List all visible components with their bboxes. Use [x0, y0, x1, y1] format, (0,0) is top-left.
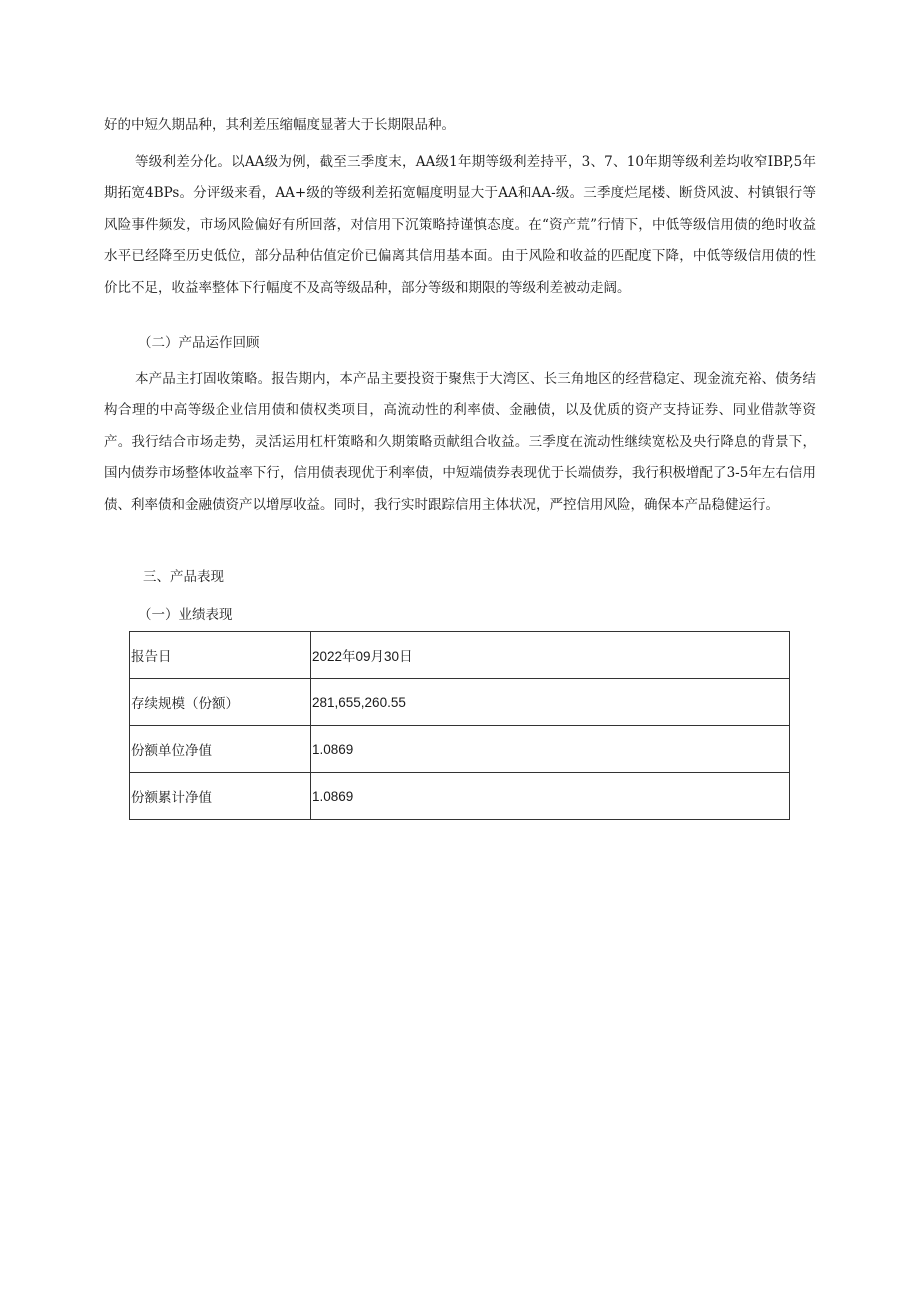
- table-row: [130, 773, 790, 820]
- table-row: [130, 726, 790, 773]
- table-cell-label: 报告日: [130, 632, 311, 679]
- paragraph-continuation: 好的中短久期品种，其利差压缩幅度显著大于长期限品种。: [104, 117, 455, 133]
- table-row: [130, 679, 790, 726]
- performance-table: [129, 631, 790, 820]
- heading-product-performance: 三、产品表现: [143, 569, 224, 585]
- table-cell-label: 存续规模（份额）: [130, 679, 311, 726]
- paragraph-rating-spread: 等级利差分化。以AA级为例，截至三季度末，AA级1年期等级利差持平，3、7、10年期等级利差均收窄IBP,5年期拓宽4BPs。分评级来看，AA+级的等级利差拓宽幅度明显大于AA和AA-级。三季度烂尾楼、断贷风波、村镇银行等风险事件频发，市场风险偏好有所回落，对信用下沉策略持谨慎态度。在“资产荒”行情下，中低等级信用债的绝时收益水平已经降至历史低位，部分品种估值定价已偏离其信用基本面。由于风险和收益的匹配度下降，中低等级信用债的性价比不足，收益率整体下行幅度不及高等级品种，部分等级和期限的等级利差被动走阔。: [104, 154, 816, 296]
- paragraph-operation-review: 本产品主打固收策略。报告期内，本产品主要投资于聚焦于大湾区、长三角地区的经营稳定、现金流充裕、债务结构合理的中高等级企业信用债和债权类项目，高流动性的利率债、金融债，以及优质的资产支持证券、同业借款等资产。我行结合市场走势，灵活运用杠杆策略和久期策略贡献组合收益。三季度在流动性继续宽松及央行降息的背景下，国内债券市场整体收益率下行，信用债表现优于利率债，中短端债券表现优于长端债券，我行积极增配了3-5年左右信用债、利率债和金融债资产以增厚收益。同时，我行实时跟踪信用主体状况，严控信用风险，确保本产品稳健运行。: [104, 371, 816, 513]
- table-row: [130, 632, 790, 679]
- table-cell-value: 1.0869: [311, 773, 790, 820]
- table-cell-label: 份额累计净值: [130, 773, 311, 820]
- table-cell-value: 281,655,260.55: [311, 679, 790, 726]
- heading-performance-results: （一）业绩表现: [138, 607, 233, 623]
- table-cell-value: 1.0869: [311, 726, 790, 773]
- heading-operation-review: （二）产品运作回顾: [138, 335, 260, 351]
- table-cell-label: 份额单位净值: [130, 726, 311, 773]
- table-cell-value: 2022年09月30日: [311, 632, 790, 679]
